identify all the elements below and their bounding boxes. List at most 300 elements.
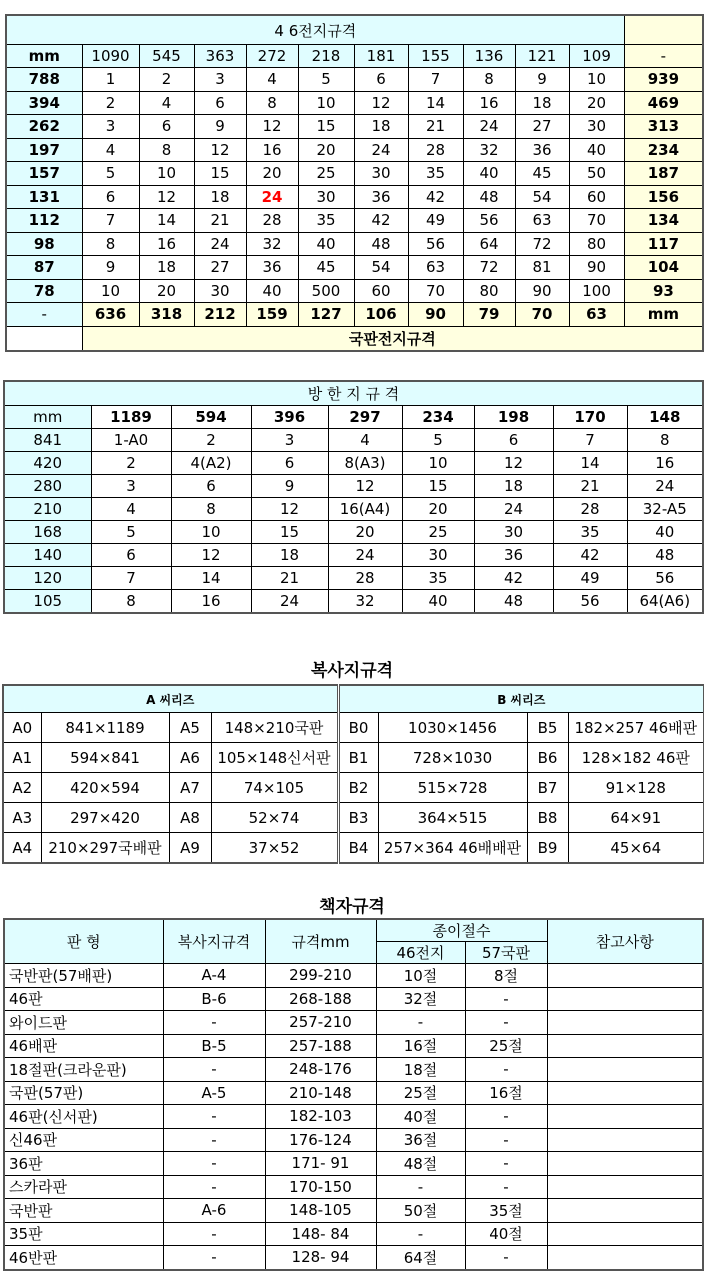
- size-cell: 182-103: [265, 1105, 376, 1129]
- table-cell: 4: [82, 138, 139, 162]
- table-cell: 12: [139, 185, 194, 209]
- table-row: [3, 803, 704, 833]
- type-cell: 35판: [4, 1222, 163, 1246]
- table-cell: 40: [627, 521, 703, 544]
- table-cell: 30: [298, 185, 354, 209]
- series-size: 45×64: [568, 833, 704, 864]
- table-cell: 6: [194, 91, 246, 115]
- table-cell: 14: [408, 91, 463, 115]
- series-size: 105×148신서판: [211, 743, 338, 773]
- column-header: 148: [627, 406, 703, 429]
- table-cell: 28: [328, 567, 402, 590]
- row-header: 210: [4, 498, 91, 521]
- size-cell: 148- 84: [265, 1222, 376, 1246]
- type-cell: 국반판(57배판): [4, 964, 163, 988]
- table-cell: 60: [569, 185, 624, 209]
- note-cell: [547, 1152, 703, 1176]
- 57-cuts-cell: -: [465, 1058, 547, 1082]
- table-cell: 4(A2): [171, 452, 251, 475]
- table-cell: 42: [408, 185, 463, 209]
- 46-cuts-cell: 36절: [376, 1128, 465, 1152]
- right-value: 104: [624, 256, 703, 280]
- table-cell: 28: [246, 209, 298, 233]
- copy-paper-heading: 복사지규격: [310, 661, 394, 681]
- table-cell: 10: [298, 91, 354, 115]
- table-cell: 4: [139, 91, 194, 115]
- row-header: 394: [6, 91, 82, 115]
- table-cell: 16: [139, 232, 194, 256]
- series-code: B2: [338, 773, 378, 803]
- row-header: 168: [4, 521, 91, 544]
- table-cell: 12: [194, 138, 246, 162]
- table-cell: 32-A5: [627, 498, 703, 521]
- row-header: 420: [4, 452, 91, 475]
- bottom-value: 212: [194, 303, 246, 327]
- row-header: 197: [6, 138, 82, 162]
- table-cell: 10: [171, 521, 251, 544]
- table-cell: 1-A0: [91, 429, 171, 452]
- table-row: [6, 279, 703, 303]
- corner-cell: mm: [6, 45, 82, 68]
- copy-spec-cell: -: [163, 1011, 265, 1035]
- table-cell: 48: [354, 232, 408, 256]
- table-row: [3, 773, 704, 803]
- table-row: [4, 987, 703, 1011]
- table-cell: 42: [553, 544, 627, 567]
- table-cell: 27: [515, 115, 569, 139]
- table-cell: 35: [402, 567, 474, 590]
- 46-cuts-cell: 10절: [376, 964, 465, 988]
- table-cell: 20: [298, 138, 354, 162]
- table-cell: 8: [82, 232, 139, 256]
- table-cell: 54: [354, 256, 408, 280]
- note-cell: [547, 1128, 703, 1152]
- table-cell: 7: [553, 429, 627, 452]
- table-cell: 18: [251, 544, 328, 567]
- table-cell: 24: [246, 185, 298, 209]
- type-cell: 36판: [4, 1152, 163, 1176]
- column-header: 272: [246, 45, 298, 68]
- table-cell: 4: [328, 429, 402, 452]
- table-cell: 21: [194, 209, 246, 233]
- column-header: 121: [515, 45, 569, 68]
- table-row: [4, 964, 703, 988]
- note-cell: [547, 1034, 703, 1058]
- row-header: 87: [6, 256, 82, 280]
- size-cell: 170-150: [265, 1175, 376, 1199]
- table-cell: 8(A3): [328, 452, 402, 475]
- right-value: 93: [624, 279, 703, 303]
- size-cell: 248-176: [265, 1058, 376, 1082]
- table-cell: 70: [569, 209, 624, 233]
- row-header: 120: [4, 567, 91, 590]
- size-header: 규격mm: [265, 919, 376, 964]
- table-cell: 16: [463, 91, 515, 115]
- blank-cell: [6, 326, 82, 351]
- bottom-value: 70: [515, 303, 569, 327]
- table-cell: 32: [246, 232, 298, 256]
- table-row: [6, 256, 703, 280]
- header-row: [4, 919, 703, 942]
- table-cell: 18: [139, 256, 194, 280]
- 46-cuts-cell: -: [376, 1011, 465, 1035]
- series-code: A5: [169, 713, 211, 743]
- type-header: 판 형: [4, 919, 163, 964]
- 46-cuts-cell: -: [376, 1175, 465, 1199]
- table-row: [6, 68, 703, 92]
- bottom-label: -: [6, 303, 82, 327]
- table-cell: 2: [82, 91, 139, 115]
- table-cell: 500: [298, 279, 354, 303]
- table-cell: 10: [402, 452, 474, 475]
- table-cell: 8: [627, 429, 703, 452]
- type-cell: 와이드판: [4, 1011, 163, 1035]
- table-cell: 24: [194, 232, 246, 256]
- column-header: 234: [402, 406, 474, 429]
- right-header: -: [624, 45, 703, 68]
- series-size: 52×74: [211, 803, 338, 833]
- column-header: 136: [463, 45, 515, 68]
- table-title: 4 6전지규격: [6, 15, 624, 45]
- type-cell: 46판: [4, 987, 163, 1011]
- table-cell: 27: [194, 256, 246, 280]
- table-row: [4, 1152, 703, 1176]
- cuts-header: 종이절수: [376, 919, 547, 942]
- 46-cuts-cell: 32절: [376, 987, 465, 1011]
- table-cell: 54: [515, 185, 569, 209]
- table-cell: 6: [354, 68, 408, 92]
- bottom-value: 159: [246, 303, 298, 327]
- table-cell: 49: [408, 209, 463, 233]
- table-cell: 35: [553, 521, 627, 544]
- type-cell: 스카라판: [4, 1175, 163, 1199]
- table-cell: 20: [139, 279, 194, 303]
- row-header: 78: [6, 279, 82, 303]
- table-cell: 20: [246, 162, 298, 186]
- copy-spec-cell: -: [163, 1175, 265, 1199]
- header-row: [3, 685, 704, 713]
- 57-sheet-header: 57국판: [465, 942, 547, 964]
- note-cell: [547, 1222, 703, 1246]
- table-cell: 63: [408, 256, 463, 280]
- table-cell: 8: [91, 590, 171, 614]
- table-row: [4, 521, 703, 544]
- series-size: 728×1030: [378, 743, 527, 773]
- right-value: 187: [624, 162, 703, 186]
- table-cell: 30: [354, 162, 408, 186]
- column-header: 297: [328, 406, 402, 429]
- table-cell: 42: [474, 567, 553, 590]
- table-cell: 21: [553, 475, 627, 498]
- note-cell: [547, 1058, 703, 1082]
- copy-spec-cell: A-4: [163, 964, 265, 988]
- table-cell: 4: [91, 498, 171, 521]
- bottom-right: mm: [624, 303, 703, 327]
- note-cell: [547, 1199, 703, 1223]
- bottom-value: 318: [139, 303, 194, 327]
- table-cell: 56: [408, 232, 463, 256]
- 46-cuts-cell: 40절: [376, 1105, 465, 1129]
- column-header: 396: [251, 406, 328, 429]
- blank-cell: [624, 15, 703, 45]
- table-cell: 24: [627, 475, 703, 498]
- row-header: 157: [6, 162, 82, 186]
- table-cell: 18: [474, 475, 553, 498]
- b-series-header: B 씨리즈: [338, 685, 704, 713]
- table-cell: 60: [354, 279, 408, 303]
- table-cell: 20: [402, 498, 474, 521]
- table-cell: 24: [328, 544, 402, 567]
- table-row: [4, 590, 703, 614]
- size-cell: 257-210: [265, 1011, 376, 1035]
- table-cell: 35: [298, 209, 354, 233]
- bottom-row: [6, 303, 703, 327]
- bottom-value: 127: [298, 303, 354, 327]
- series-size: 297×420: [41, 803, 169, 833]
- note-cell: [547, 1246, 703, 1270]
- table-row: [4, 544, 703, 567]
- table-row: [4, 1081, 703, 1105]
- table-row: [6, 162, 703, 186]
- table-cell: 90: [569, 256, 624, 280]
- table-cell: 21: [251, 567, 328, 590]
- table-cell: 3: [91, 475, 171, 498]
- book-size-table: [3, 918, 704, 1271]
- 57-cuts-cell: -: [465, 987, 547, 1011]
- table-cell: 32: [328, 590, 402, 614]
- table-cell: 7: [408, 68, 463, 92]
- table-row: [4, 1175, 703, 1199]
- table-cell: 20: [569, 91, 624, 115]
- table-cell: 6: [139, 115, 194, 139]
- copy-spec-cell: -: [163, 1222, 265, 1246]
- 46-cuts-cell: 50절: [376, 1199, 465, 1223]
- row-header: 105: [4, 590, 91, 614]
- series-size: 420×594: [41, 773, 169, 803]
- table-cell: 6: [474, 429, 553, 452]
- table-cell: 5: [82, 162, 139, 186]
- table-cell: 3: [251, 429, 328, 452]
- 46-cuts-cell: 18절: [376, 1058, 465, 1082]
- table-cell: 15: [251, 521, 328, 544]
- table-row: [4, 498, 703, 521]
- table-cell: 7: [82, 209, 139, 233]
- table-cell: 14: [139, 209, 194, 233]
- table-cell: 8: [171, 498, 251, 521]
- table-row: [4, 1128, 703, 1152]
- table-row: [6, 185, 703, 209]
- a-series-header: A 씨리즈: [3, 685, 338, 713]
- table-row: [4, 475, 703, 498]
- table-cell: 45: [298, 256, 354, 280]
- series-size: 74×105: [211, 773, 338, 803]
- table-cell: 12: [171, 544, 251, 567]
- table-cell: 56: [553, 590, 627, 614]
- table-cell: 5: [91, 521, 171, 544]
- series-code: B4: [338, 833, 378, 864]
- 57-cuts-cell: 16절: [465, 1081, 547, 1105]
- table-row: [6, 209, 703, 233]
- series-size: 64×91: [568, 803, 704, 833]
- right-value: 234: [624, 138, 703, 162]
- table-cell: 25: [402, 521, 474, 544]
- table-cell: 7: [91, 567, 171, 590]
- type-cell: 신46판: [4, 1128, 163, 1152]
- copy-spec-cell: -: [163, 1246, 265, 1270]
- column-header: 1090: [82, 45, 139, 68]
- series-size: 128×182 46판: [568, 743, 704, 773]
- 46-full-sheet-table: [5, 14, 704, 352]
- row-header: 131: [6, 185, 82, 209]
- note-cell: [547, 1105, 703, 1129]
- column-header: 594: [171, 406, 251, 429]
- table-cell: 9: [515, 68, 569, 92]
- series-code: B0: [338, 713, 378, 743]
- table-cell: 12: [328, 475, 402, 498]
- bottom-value: 106: [354, 303, 408, 327]
- table-row: [6, 232, 703, 256]
- table-cell: 2: [171, 429, 251, 452]
- table-row: [4, 567, 703, 590]
- table-cell: 24: [474, 498, 553, 521]
- book-size-heading: 책자규격: [319, 897, 385, 917]
- table-cell: 36: [515, 138, 569, 162]
- table-cell: 4: [246, 68, 298, 92]
- size-cell: 171- 91: [265, 1152, 376, 1176]
- footer-title: 국판전지규격: [82, 326, 703, 351]
- table-cell: 15: [298, 115, 354, 139]
- series-code: A3: [3, 803, 41, 833]
- note-cell: [547, 1011, 703, 1035]
- copy-spec-cell: B-5: [163, 1034, 265, 1058]
- series-code: B7: [527, 773, 568, 803]
- series-code: A6: [169, 743, 211, 773]
- series-size: 1030×1456: [378, 713, 527, 743]
- table-cell: 16(A4): [328, 498, 402, 521]
- table-cell: 6: [91, 544, 171, 567]
- table-cell: 21: [408, 115, 463, 139]
- 57-cuts-cell: -: [465, 1152, 547, 1176]
- 57-cuts-cell: 25절: [465, 1034, 547, 1058]
- right-value: 134: [624, 209, 703, 233]
- table-cell: 35: [408, 162, 463, 186]
- table-cell: 56: [463, 209, 515, 233]
- right-value: 313: [624, 115, 703, 139]
- table-cell: 30: [474, 521, 553, 544]
- note-cell: [547, 964, 703, 988]
- size-cell: 299-210: [265, 964, 376, 988]
- table-row: [4, 1246, 703, 1270]
- header-row: [4, 406, 703, 429]
- column-header: 181: [354, 45, 408, 68]
- row-header: 112: [6, 209, 82, 233]
- table-cell: 45: [515, 162, 569, 186]
- row-header: 262: [6, 115, 82, 139]
- type-cell: 46반판: [4, 1246, 163, 1270]
- table-row: [6, 91, 703, 115]
- note-cell: [547, 987, 703, 1011]
- table-cell: 12: [474, 452, 553, 475]
- corner-cell: mm: [4, 406, 91, 429]
- table-cell: 3: [82, 115, 139, 139]
- size-cell: 128- 94: [265, 1246, 376, 1270]
- column-header: 109: [569, 45, 624, 68]
- series-size: 364×515: [378, 803, 527, 833]
- table-cell: 48: [627, 544, 703, 567]
- table-cell: 42: [354, 209, 408, 233]
- table-cell: 12: [251, 498, 328, 521]
- table-row: [4, 1011, 703, 1035]
- table-cell: 40: [298, 232, 354, 256]
- series-size: 594×841: [41, 743, 169, 773]
- type-cell: 국판(57판): [4, 1081, 163, 1105]
- series-code: A1: [3, 743, 41, 773]
- column-header: 198: [474, 406, 553, 429]
- series-code: A4: [3, 833, 41, 864]
- table-cell: 36: [354, 185, 408, 209]
- bottom-value: 90: [408, 303, 463, 327]
- column-header: 1189: [91, 406, 171, 429]
- series-code: A7: [169, 773, 211, 803]
- table-cell: 18: [194, 185, 246, 209]
- table-cell: 40: [246, 279, 298, 303]
- table-row: [4, 429, 703, 452]
- table-cell: 15: [194, 162, 246, 186]
- series-code: B6: [527, 743, 568, 773]
- table-cell: 48: [474, 590, 553, 614]
- copy-spec-header: 복사지규격: [163, 919, 265, 964]
- table-cell: 28: [553, 498, 627, 521]
- 46-cuts-cell: 25절: [376, 1081, 465, 1105]
- series-code: B1: [338, 743, 378, 773]
- note-cell: [547, 1175, 703, 1199]
- table-cell: 30: [402, 544, 474, 567]
- right-value: 469: [624, 91, 703, 115]
- series-code: A2: [3, 773, 41, 803]
- table-cell: 30: [194, 279, 246, 303]
- table-cell: 80: [463, 279, 515, 303]
- table-cell: 40: [402, 590, 474, 614]
- table-cell: 1: [82, 68, 139, 92]
- right-value: 117: [624, 232, 703, 256]
- table-cell: 70: [408, 279, 463, 303]
- series-size: 37×52: [211, 833, 338, 864]
- table-row: [4, 1058, 703, 1082]
- table-cell: 49: [553, 567, 627, 590]
- table-cell: 2: [139, 68, 194, 92]
- table-cell: 16: [627, 452, 703, 475]
- copy-spec-cell: -: [163, 1128, 265, 1152]
- right-value: 156: [624, 185, 703, 209]
- header-row: [6, 45, 703, 68]
- table-cell: 63: [515, 209, 569, 233]
- table-cell: 32: [463, 138, 515, 162]
- table-cell: 5: [298, 68, 354, 92]
- table-row: [6, 138, 703, 162]
- footer-row: [6, 326, 703, 351]
- right-value: 939: [624, 68, 703, 92]
- table-cell: 18: [354, 115, 408, 139]
- table-cell: 10: [569, 68, 624, 92]
- type-cell: 46판(신서판): [4, 1105, 163, 1129]
- table-cell: 72: [463, 256, 515, 280]
- table-row: [4, 1034, 703, 1058]
- series-code: B3: [338, 803, 378, 833]
- size-cell: 210-148: [265, 1081, 376, 1105]
- table-cell: 6: [82, 185, 139, 209]
- table-cell: 16: [246, 138, 298, 162]
- series-size: 257×364 46배배판: [378, 833, 527, 864]
